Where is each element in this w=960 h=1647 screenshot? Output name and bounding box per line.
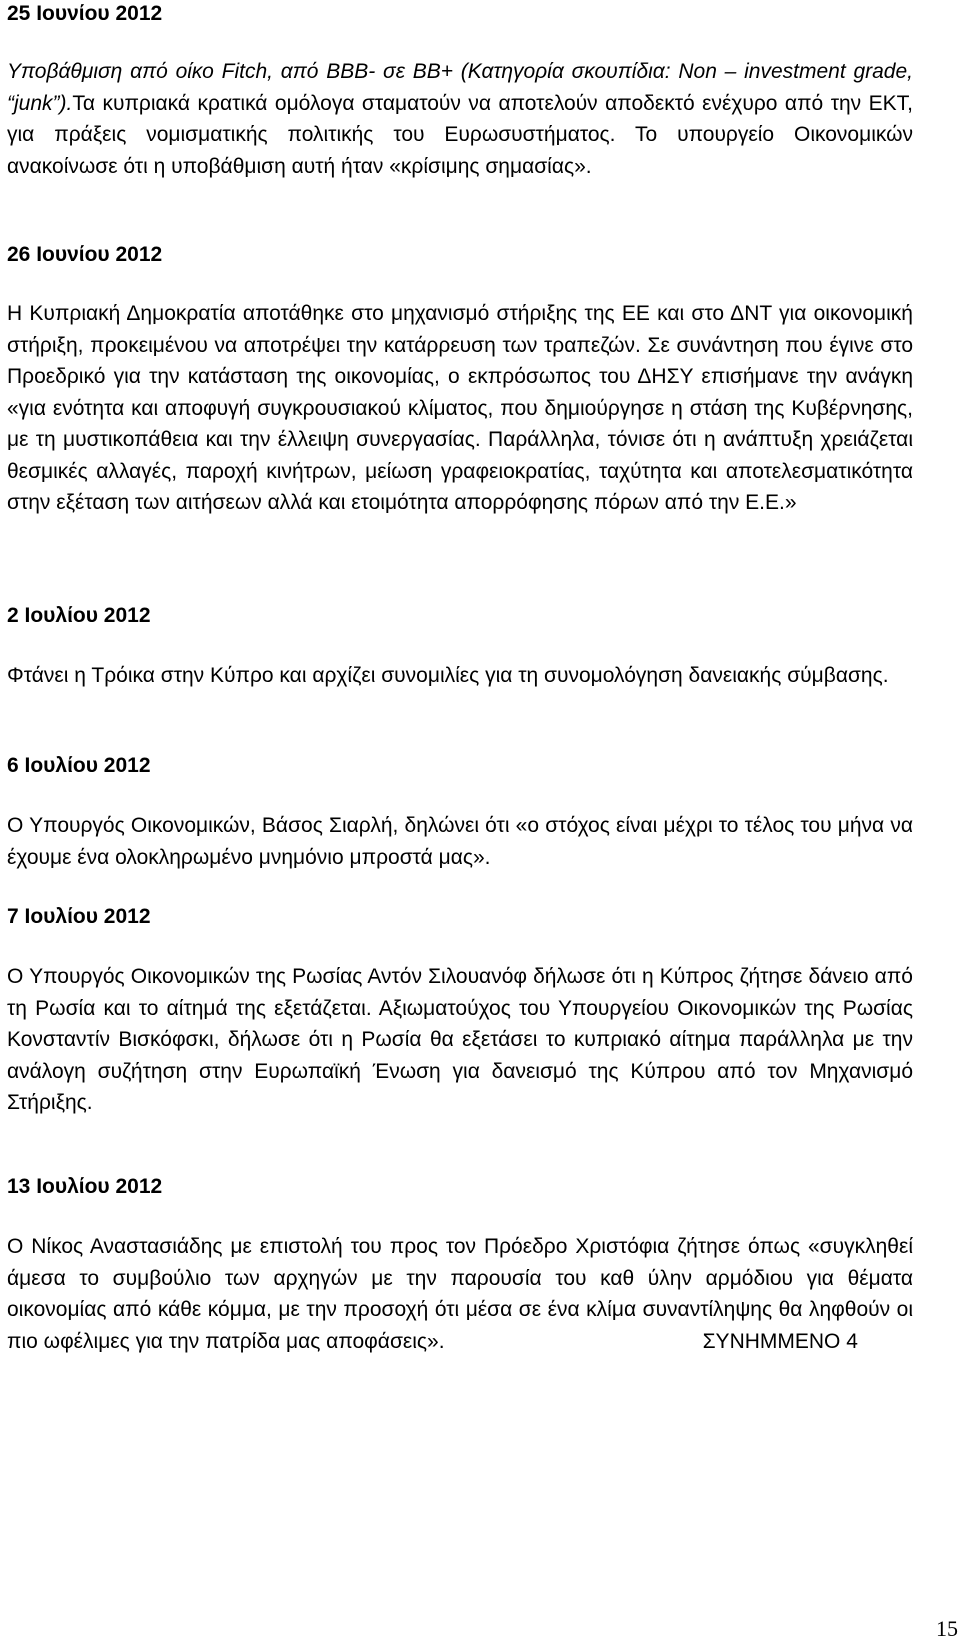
entry-date-4: 6 Ιουλίου 2012 xyxy=(7,754,151,777)
entry-date-3: 2 Ιουλίου 2012 xyxy=(7,604,151,627)
entry-date-5: 7 Ιουλίου 2012 xyxy=(7,905,151,928)
entry-text-6 xyxy=(7,1231,913,1357)
entry-italic-1: Υποβάθμιση από οίκο Fitch, από BBB- σε BB+ (Κατηγορία σκουπίδια: Non – investment grade, “junk”). xyxy=(7,60,913,115)
page-number: 15 xyxy=(936,1616,958,1641)
entry-text-3: Φτάνει η Τρόικα στην Κύπρο και αρχίζει συνομιλίες για τη συνομολόγηση δανειακής σύμβασης. xyxy=(7,664,889,687)
entry-date-1: 25 Ιουνίου 2012 xyxy=(7,2,163,25)
entry-date-6: 13 Ιουλίου 2012 xyxy=(7,1175,163,1198)
entry-date-2: 26 Ιουνίου 2012 xyxy=(7,243,163,266)
entry-body-6: Ο Νίκος Αναστασιάδης με επιστολή του προς τον Πρόεδρο Χριστόφια ζήτησε όπως «συγκληθεί άμεσα το συμβούλιο των αρχηγών με την παρουσία του καθ ύλην αρμόδιου για θέματα οικονομίας από κάθε κόμμα, με την προσοχή ότι μέσα σε ένα κλίμα συναντίληψης θα ληφθούν οι πιο ωφέλιμες για την πατρίδα μας αποφάσεις». xyxy=(7,1235,913,1353)
entry-text-4: Ο Υπουργός Οικονομικών, Βάσος Σιαρλή, δηλώνει ότι «ο στόχος είναι μέχρι το τέλος του μήνα να έχουμε ένα ολοκληρωμένο μνημόνιο μπροστά μας». xyxy=(7,814,913,869)
entry-text-2: Η Κυπριακή Δημοκρατία αποτάθηκε στο μηχανισμό στήριξης της ΕΕ και στο ΔΝΤ για οικονομική στήριξη, προκειμένου να αποτρέψει την κατάρρευση των τραπεζών. Σε συνάντηση που έγινε στο Προεδρικό για την κατάσταση της οικονομίας, ο εκπρόσωπος του ΔΗΣΥ επισήμανε την ανάγκη «για ενότητα και αποφυγή συγκρουσιακού κλίματος, που δημιούργησε η στάση της Κυβέρνησης, με τη μυστικοπάθεια και την έλλειψη συνεργασίας. Παράλληλα, τόνισε ότι η ανάπτυξη χρειάζεται θεσμικές αλλαγές, παροχή κινήτρων, μείωση γραφειοκρατίας, ταχύτητα και αποτελεσματικότητα στην εξέταση των αιτήσεων αλλά και ετοιμότητα απορρόφησης πόρων από την Ε.Ε.» xyxy=(7,302,913,514)
entry-body-1: Τα κυπριακά κρατικά ομόλογα σταματούν να αποτελούν αποδεκτό ενέχυρο από την ΕΚΤ, για πράξεις νομισματικής πολιτικής του Ευρωσυστήματος. Το υπουργείο Οικονομικών ανακοίνωσε ότι η υποβάθμιση αυτή ήταν «κρίσιμης σημασίας». xyxy=(7,91,913,178)
entry-text-1 xyxy=(7,56,913,182)
annex-label: ΣΥΝΗΜΜΕΝΟ 4 xyxy=(702,1329,858,1353)
entry-text-5: Ο Υπουργός Οικονομικών της Ρωσίας Αντόν Σιλουανόφ δήλωσε ότι η Κύπρος ζήτησε δάνειο από τη Ρωσία και το αίτημά της εξετάζεται. Αξιωματούχος του Υπουργείου Οικονομικών της Ρωσίας Κονσταντίν Βισκόφσκι, δήλωσε ότι η Ρωσία θα εξετάσει το κυπριακό αίτημα παράλληλα με την ανάλογη συζήτηση στην Ευρωπαϊκή Ένωση για δανεισμό της Κύπρου από τον Μηχανισμό Στήριξης. xyxy=(7,965,913,1114)
